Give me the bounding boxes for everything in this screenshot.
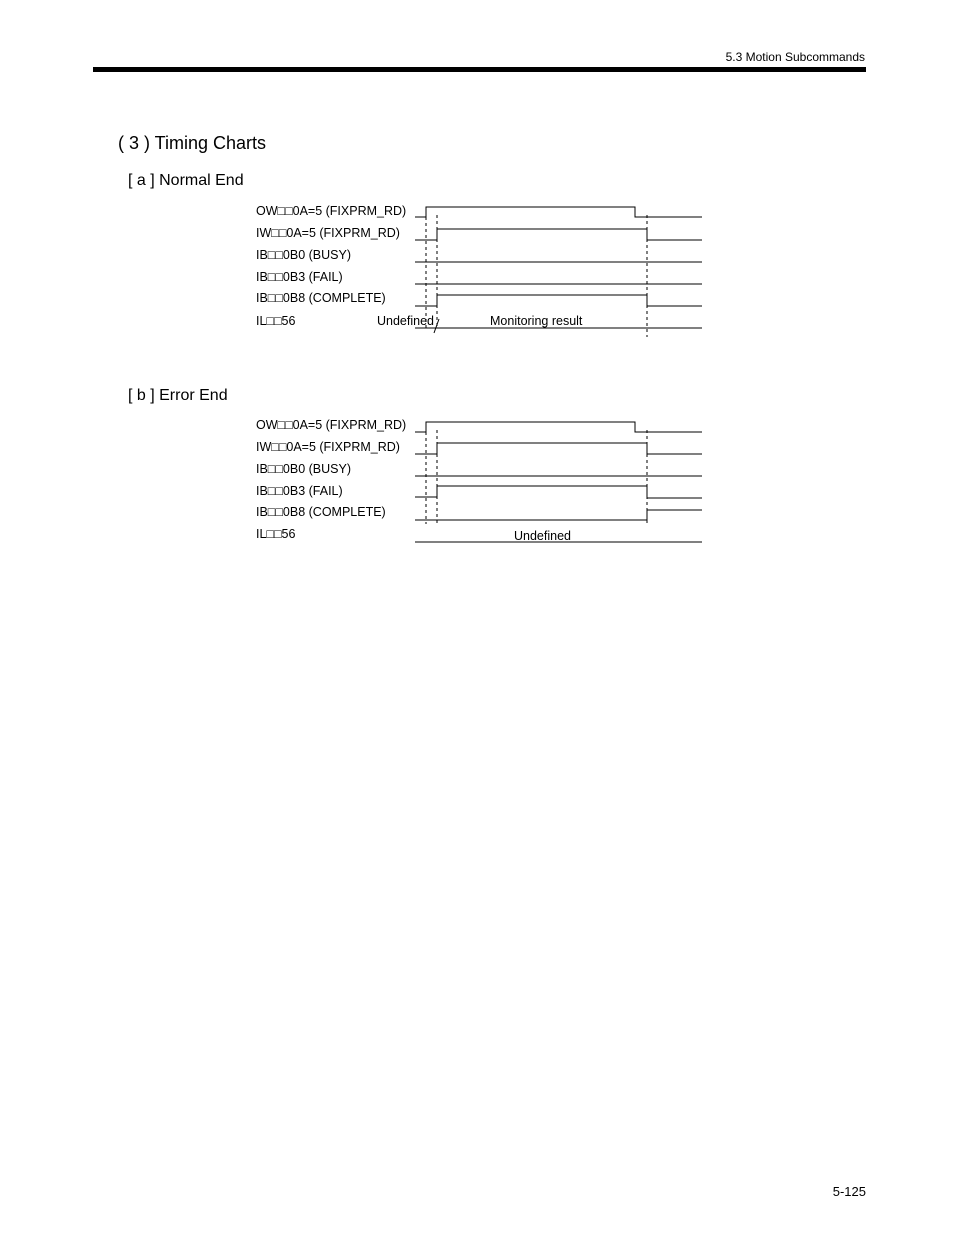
waveform-iw-fixprm [415,443,702,454]
signal-label-complete: IB□□0B8 (COMPLETE) [256,505,386,519]
waveform-fail [415,486,702,498]
error-end-waveforms [0,414,954,564]
signal-label-complete: IB□□0B8 (COMPLETE) [256,291,386,305]
signal-label-fail: IB□□0B3 (FAIL) [256,484,343,498]
waveform-complete [415,510,702,520]
signal-label-iw-fixprm: IW□□0A=5 (FIXPRM_RD) [256,440,400,454]
normal-end-timing-chart [0,200,954,350]
normal-end-waveforms [0,200,954,350]
signal-label-il56: IL□□56 [256,527,296,541]
error-end-timing-chart [0,414,954,564]
waveform-complete [415,295,702,306]
section-title: ( 3 ) Timing Charts [118,133,267,153]
waveform-ow-fixprm [415,207,702,217]
waveform-ow-fixprm [415,422,702,432]
error-end-heading: [ b ] Error End [128,387,228,404]
waveform-iw-fixprm [415,229,702,240]
signal-label-il56: IL□□56 [256,314,296,328]
signal-label-ow-fixprm: OW□□0A=5 (FIXPRM_RD) [256,204,407,218]
signal-label-busy: IB□□0B0 (BUSY) [256,248,351,262]
monitoring-result-label: Monitoring result [490,314,583,328]
undefined-label: Undefined [514,529,571,543]
normal-end-heading: [ a ] Normal End [128,172,244,189]
signal-label-ow-fixprm: OW□□0A=5 (FIXPRM_RD) [256,418,407,432]
page-number: 5-125 [832,1184,866,1199]
signal-label-iw-fixprm: IW□□0A=5 (FIXPRM_RD) [256,226,400,240]
undefined-label: Undefined [377,314,434,328]
header-section-reference: 5.3 Motion Subcommands [725,50,865,64]
signal-label-fail: IB□□0B3 (FAIL) [256,270,343,284]
signal-label-busy: IB□□0B0 (BUSY) [256,462,351,476]
header-rule [93,67,866,72]
